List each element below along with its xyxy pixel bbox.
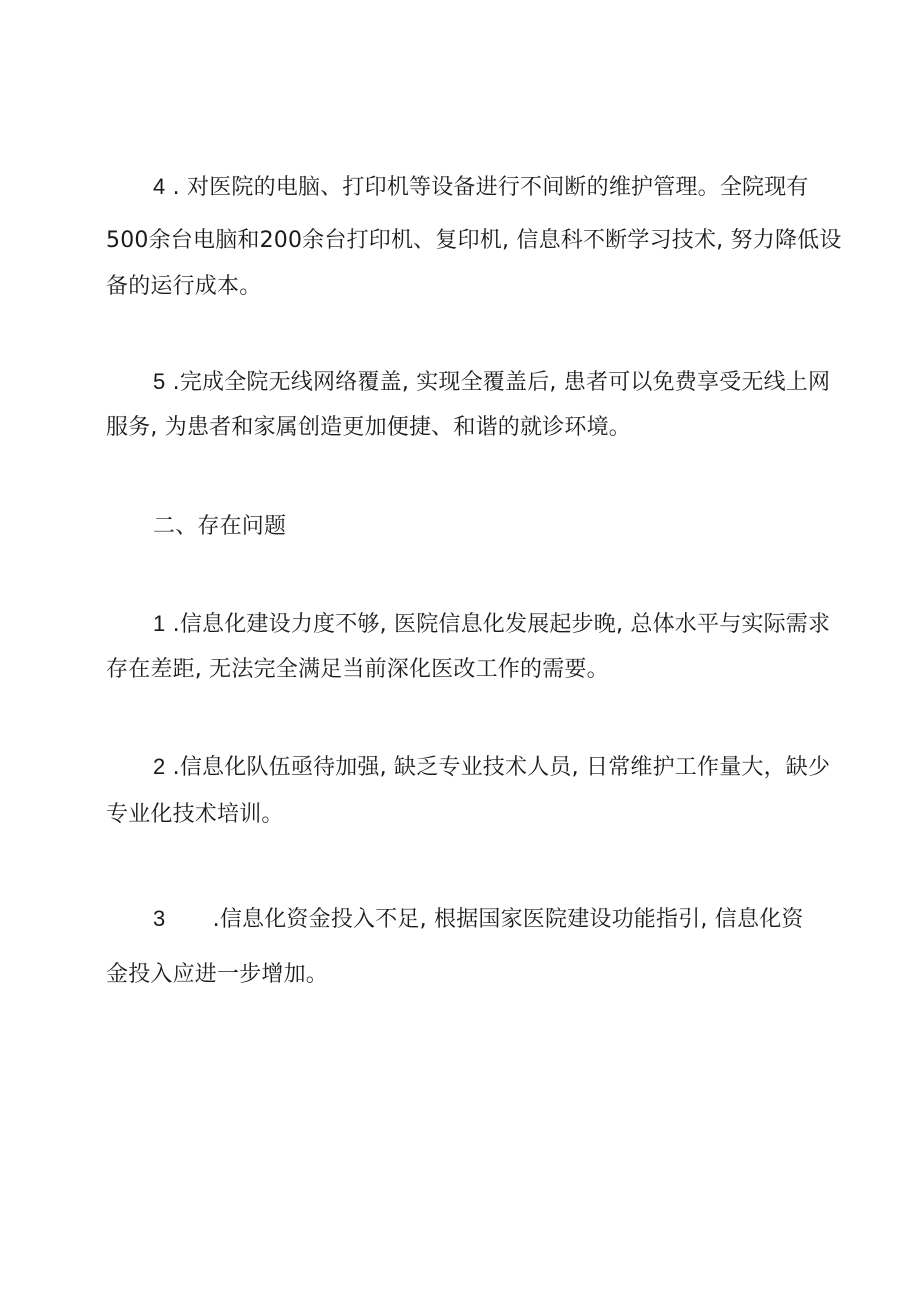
problem-2-line-1 <box>153 752 830 783</box>
problem-3-line-2: 金投入应进一步增加。 <box>106 962 329 987</box>
paragraph-4-line-3: 备的运行成本。 <box>106 274 262 299</box>
problem-2-line-2: 专业化技术培训。 <box>106 802 284 827</box>
problem-1-text-1: .信息化建设力度不够, 医院信息化发展起步晚, 总体水平与实际需求 <box>165 612 831 637</box>
problem-3-text-1: .信息化资金投入不足, 根据国家医院建设功能指引, 信息化资 <box>205 907 804 932</box>
problem-2-text-1: .信息化队伍亟待加强, 缺乏专业技术人员, 日常维护工作量大，缺少 <box>165 755 831 780</box>
paragraph-4-text-1: . 对医院的电脑、打印机等设备进行不间断的维护管理。全院现有 <box>165 175 809 200</box>
paragraph-5-number: 5 <box>153 369 166 394</box>
paragraph-4-line-2: 500余台电脑和200余台打印机、复印机, 信息科不断学习技术, 努力降低设 <box>106 228 842 253</box>
problem-1-line-1 <box>153 609 830 640</box>
problem-2-number: 2 <box>153 754 166 779</box>
section-heading: 二、存在问题 <box>153 514 287 539</box>
paragraph-5-text-1: .完成全院无线网络覆盖, 实现全覆盖后, 患者可以免费享受无线上网 <box>165 370 831 395</box>
paragraph-5-line-1 <box>153 367 830 398</box>
paragraph-4-number: 4 <box>153 174 166 199</box>
paragraph-4-line-1 <box>153 172 809 203</box>
paragraph-5-line-2: 服务, 为患者和家属创造更加便捷、和谐的就诊环境。 <box>106 415 631 440</box>
problem-3-line-1 <box>153 904 804 935</box>
problem-1-line-2: 存在差距, 无法完全满足当前深化医改工作的需要。 <box>106 657 609 682</box>
problem-3-number: 3 <box>153 906 166 931</box>
problem-1-number: 1 <box>153 611 166 636</box>
